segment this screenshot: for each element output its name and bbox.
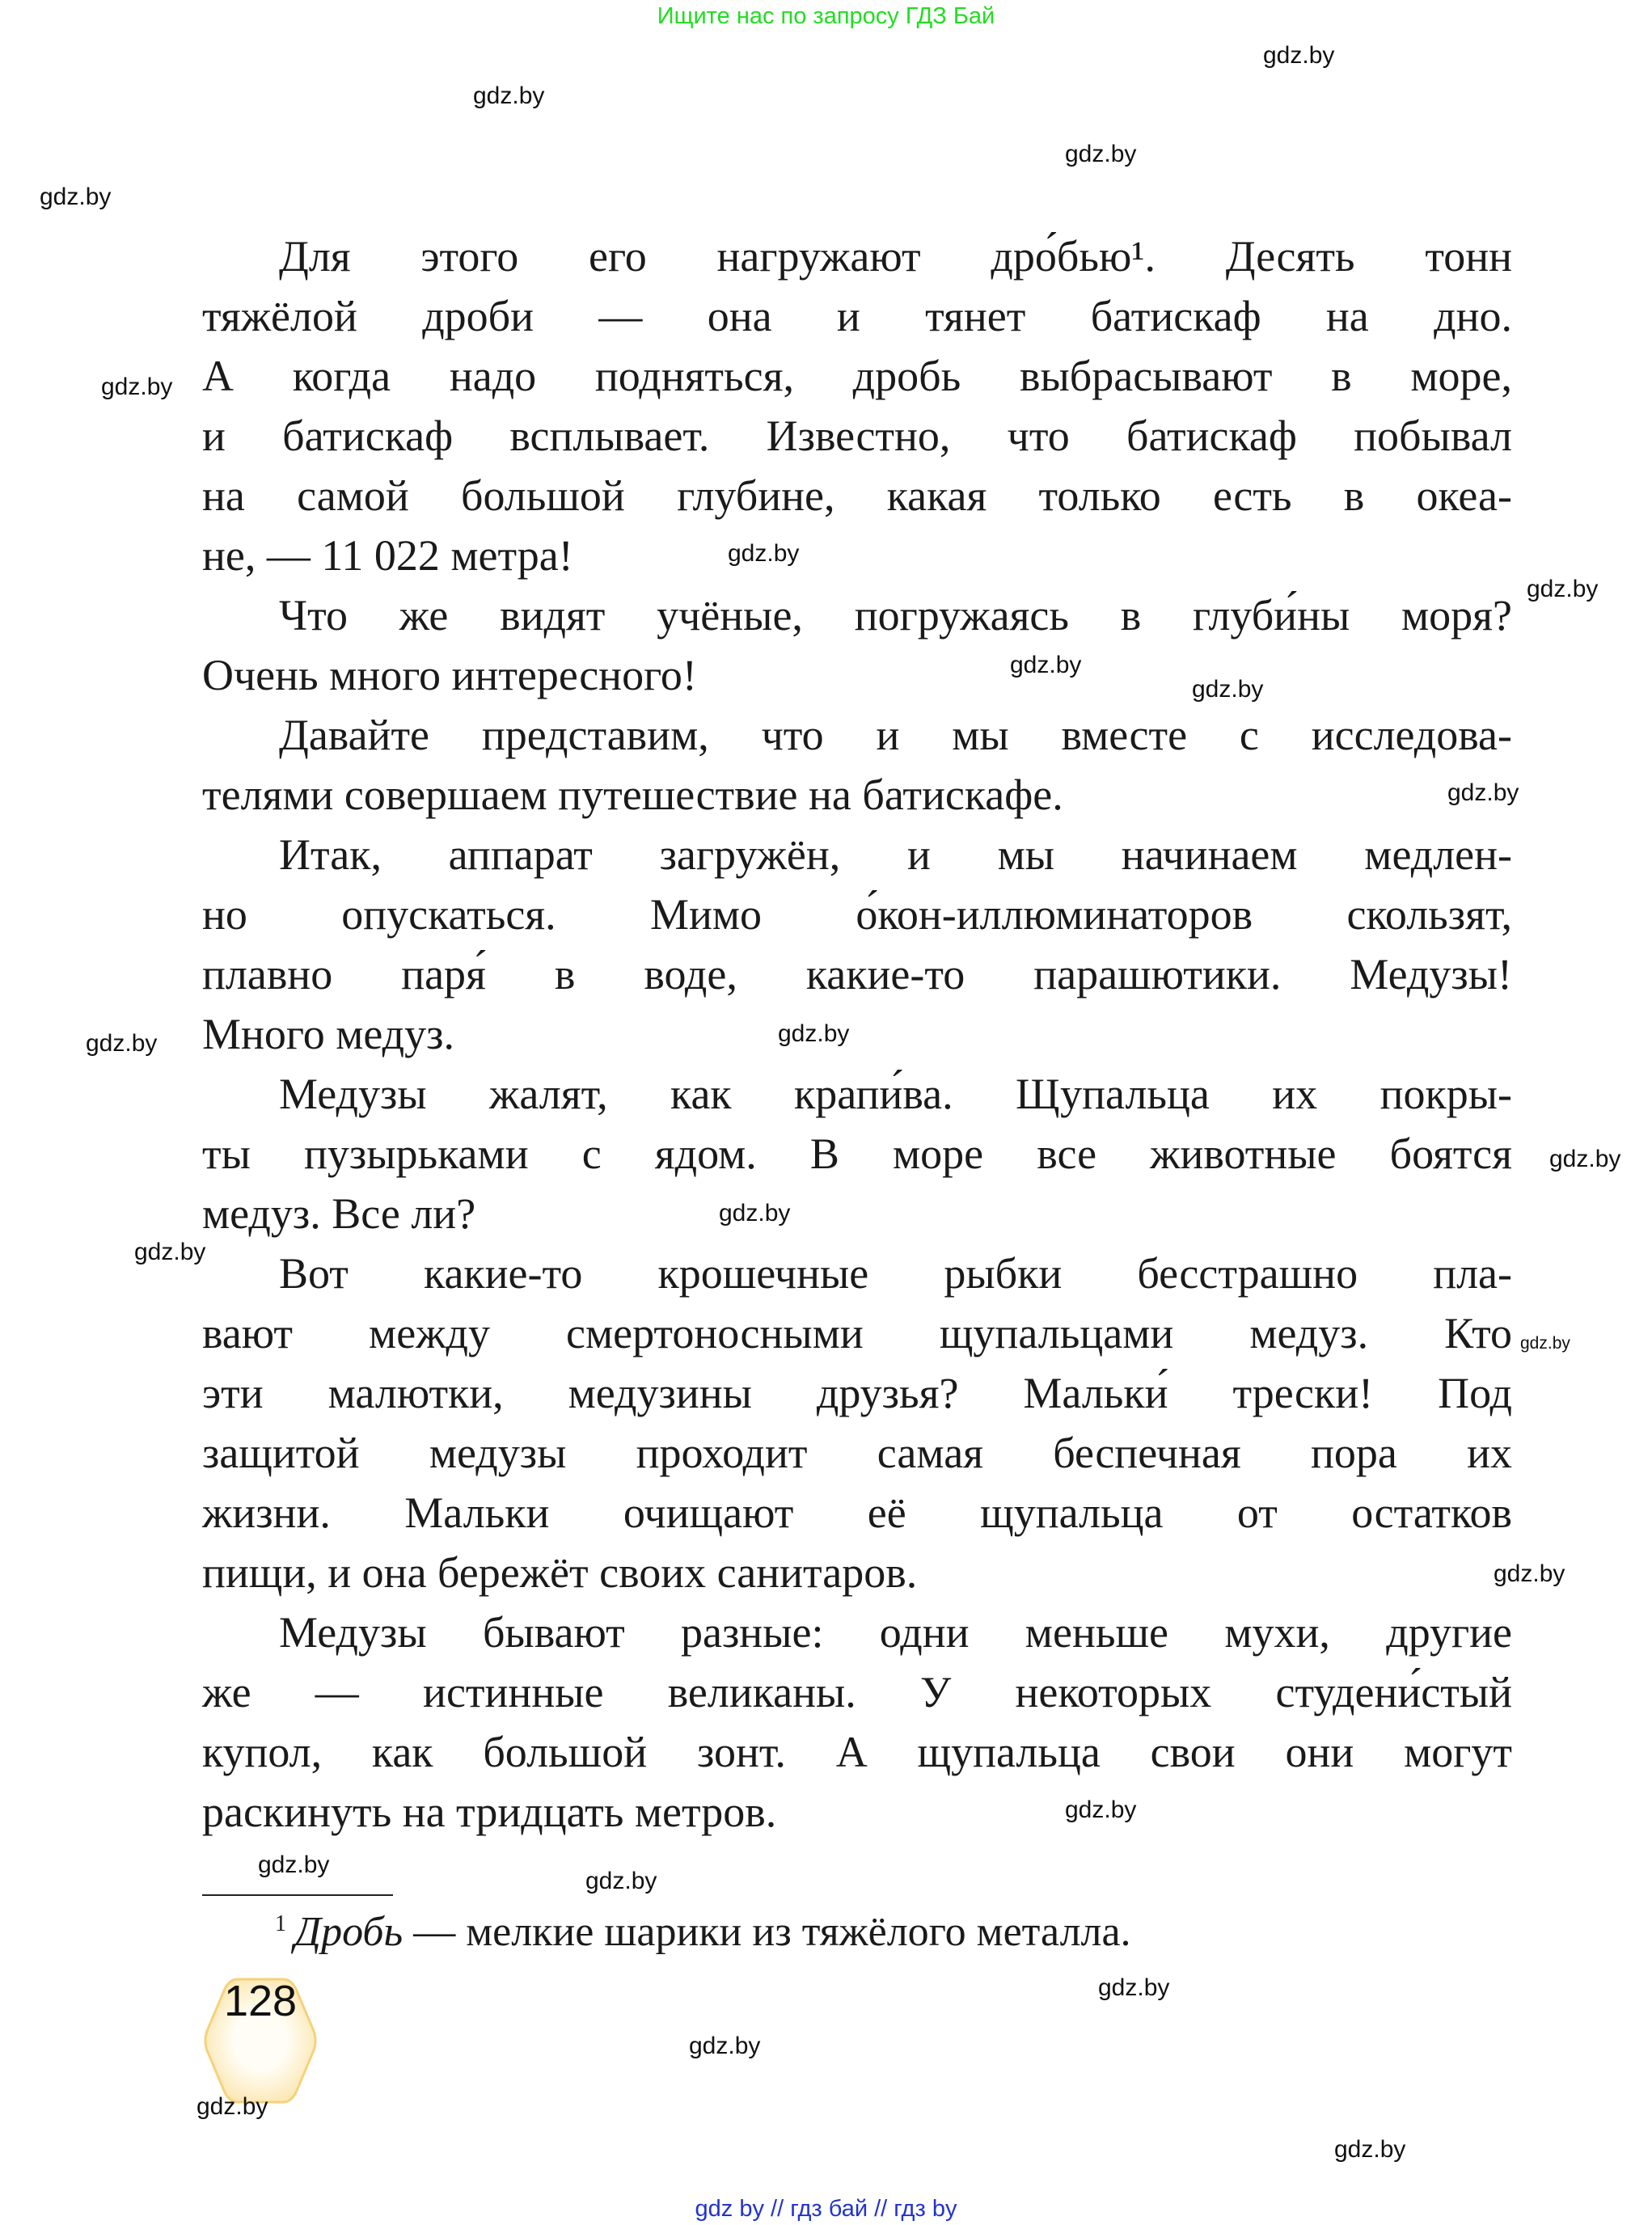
watermark: gdz.by [258,1851,330,1878]
text-line: жизни. Мальки очищают её щупальца от остатков [202,1488,1512,1537]
text-line: Что же видят учёные, погружаясь в глуби́ны моря? [279,591,1512,640]
watermark: gdz.by [1549,1146,1621,1172]
watermark: gdz.by [40,184,112,210]
watermark: gdz.by [196,2093,268,2120]
text-line: Много медуз. [202,1010,454,1058]
text-line: Медузы бывают разные: одни меньше мухи, другие [279,1608,1512,1657]
text-line: защитой медузы проходит самая беспечная пора их [202,1429,1512,1477]
watermark: gdz.by [1334,2136,1406,2163]
text-line: Очень много интересного! [202,651,697,699]
watermark: gdz.by [86,1030,158,1057]
body-text [202,226,1512,1842]
watermark: gdz.by [101,374,173,400]
watermark: gdz.by [1065,1796,1137,1823]
footnote-term: Дробь [294,1909,403,1955]
text-line: вают между смертоносными щупальцами медуз. Кто [202,1309,1512,1357]
page-number-badge [202,1976,319,2105]
text-line: купол, как большой зонт. А щупальца свои они могут [202,1728,1512,1776]
text-line: медуз. Все ли? [202,1189,476,1238]
watermark: gdz.by [778,1020,850,1047]
watermark: gdz.by [1065,141,1137,167]
text-line: Вот какие-то крошечные рыбки бесстрашно пла- [279,1249,1512,1298]
text-line: Медузы жалят, как крапи́ва. Щупальца их покры- [279,1070,1512,1118]
text-line: Итак, аппарат загружён, и мы начинаем медлен- [279,830,1512,879]
text-line: телями совершаем путешествие на батискафе. [202,771,1063,819]
watermark: gdz.by [728,540,800,567]
top-banner: Ищите нас по запросу ГДЗ Бай [657,3,995,29]
text-line: на самой большой глубине, какая только есть в океа- [202,471,1512,520]
watermark: gdz.by [689,2033,761,2059]
watermark: gdz.by [134,1239,206,1265]
watermark: gdz.by [1192,676,1264,703]
watermark: gdz.by [1010,652,1082,678]
footnote-marker: 1 [275,1911,286,1936]
watermark: gdz.by [1494,1560,1565,1587]
footnote-definition: — мелкие шарики из тяжёлого металла. [403,1909,1131,1955]
text-line: раскинуть на тридцать метров. [202,1788,777,1836]
page-number: 128 [223,1977,298,2025]
text-line: пищи, и она бережёт своих санитаров. [202,1548,918,1597]
watermark: gdz.by [585,1868,657,1894]
text-line: и батискаф всплывает. Известно, что батискаф побывал [202,412,1512,460]
text-line: не, — 11 022 метра! [202,531,573,580]
text-line: А когда надо подняться, дробь выбрасывают в море, [202,352,1512,400]
text-line: Давайте представим, что и мы вместе с исследова- [279,711,1512,759]
footnote [275,1908,1131,1956]
text-line: тяжёлой дроби — она и тянет батискаф на дно. [202,292,1512,340]
watermark: gdz.by [1527,576,1599,602]
text-line: Для этого его нагружают дро́бью¹. Десять тонн [279,232,1512,281]
watermark: gdz.by [1447,779,1519,806]
watermark: gdz.by [473,82,545,109]
bottom-banner: gdz by // гдз бай // гдз by [695,2196,957,2222]
text-line: эти малютки, медузины друзья? Мальки́ трески! Под [202,1369,1512,1417]
footnote-divider [202,1894,393,1896]
text-line: но опускаться. Мимо о́кон-иллюминаторов скользят, [202,890,1512,939]
text-line: плавно паря́ в воде, какие-то парашютики. Медузы! [202,950,1512,999]
watermark: gdz.by [1263,42,1335,69]
text-line: ты пузырьками с ядом. В море все животные боятся [202,1129,1512,1178]
watermark: gdz.by [1098,1974,1170,2001]
watermark: gdz.by [1520,1334,1570,1353]
watermark: gdz.by [719,1200,791,1226]
text-line: же — истинные великаны. У некоторых студени́стый [202,1668,1512,1716]
